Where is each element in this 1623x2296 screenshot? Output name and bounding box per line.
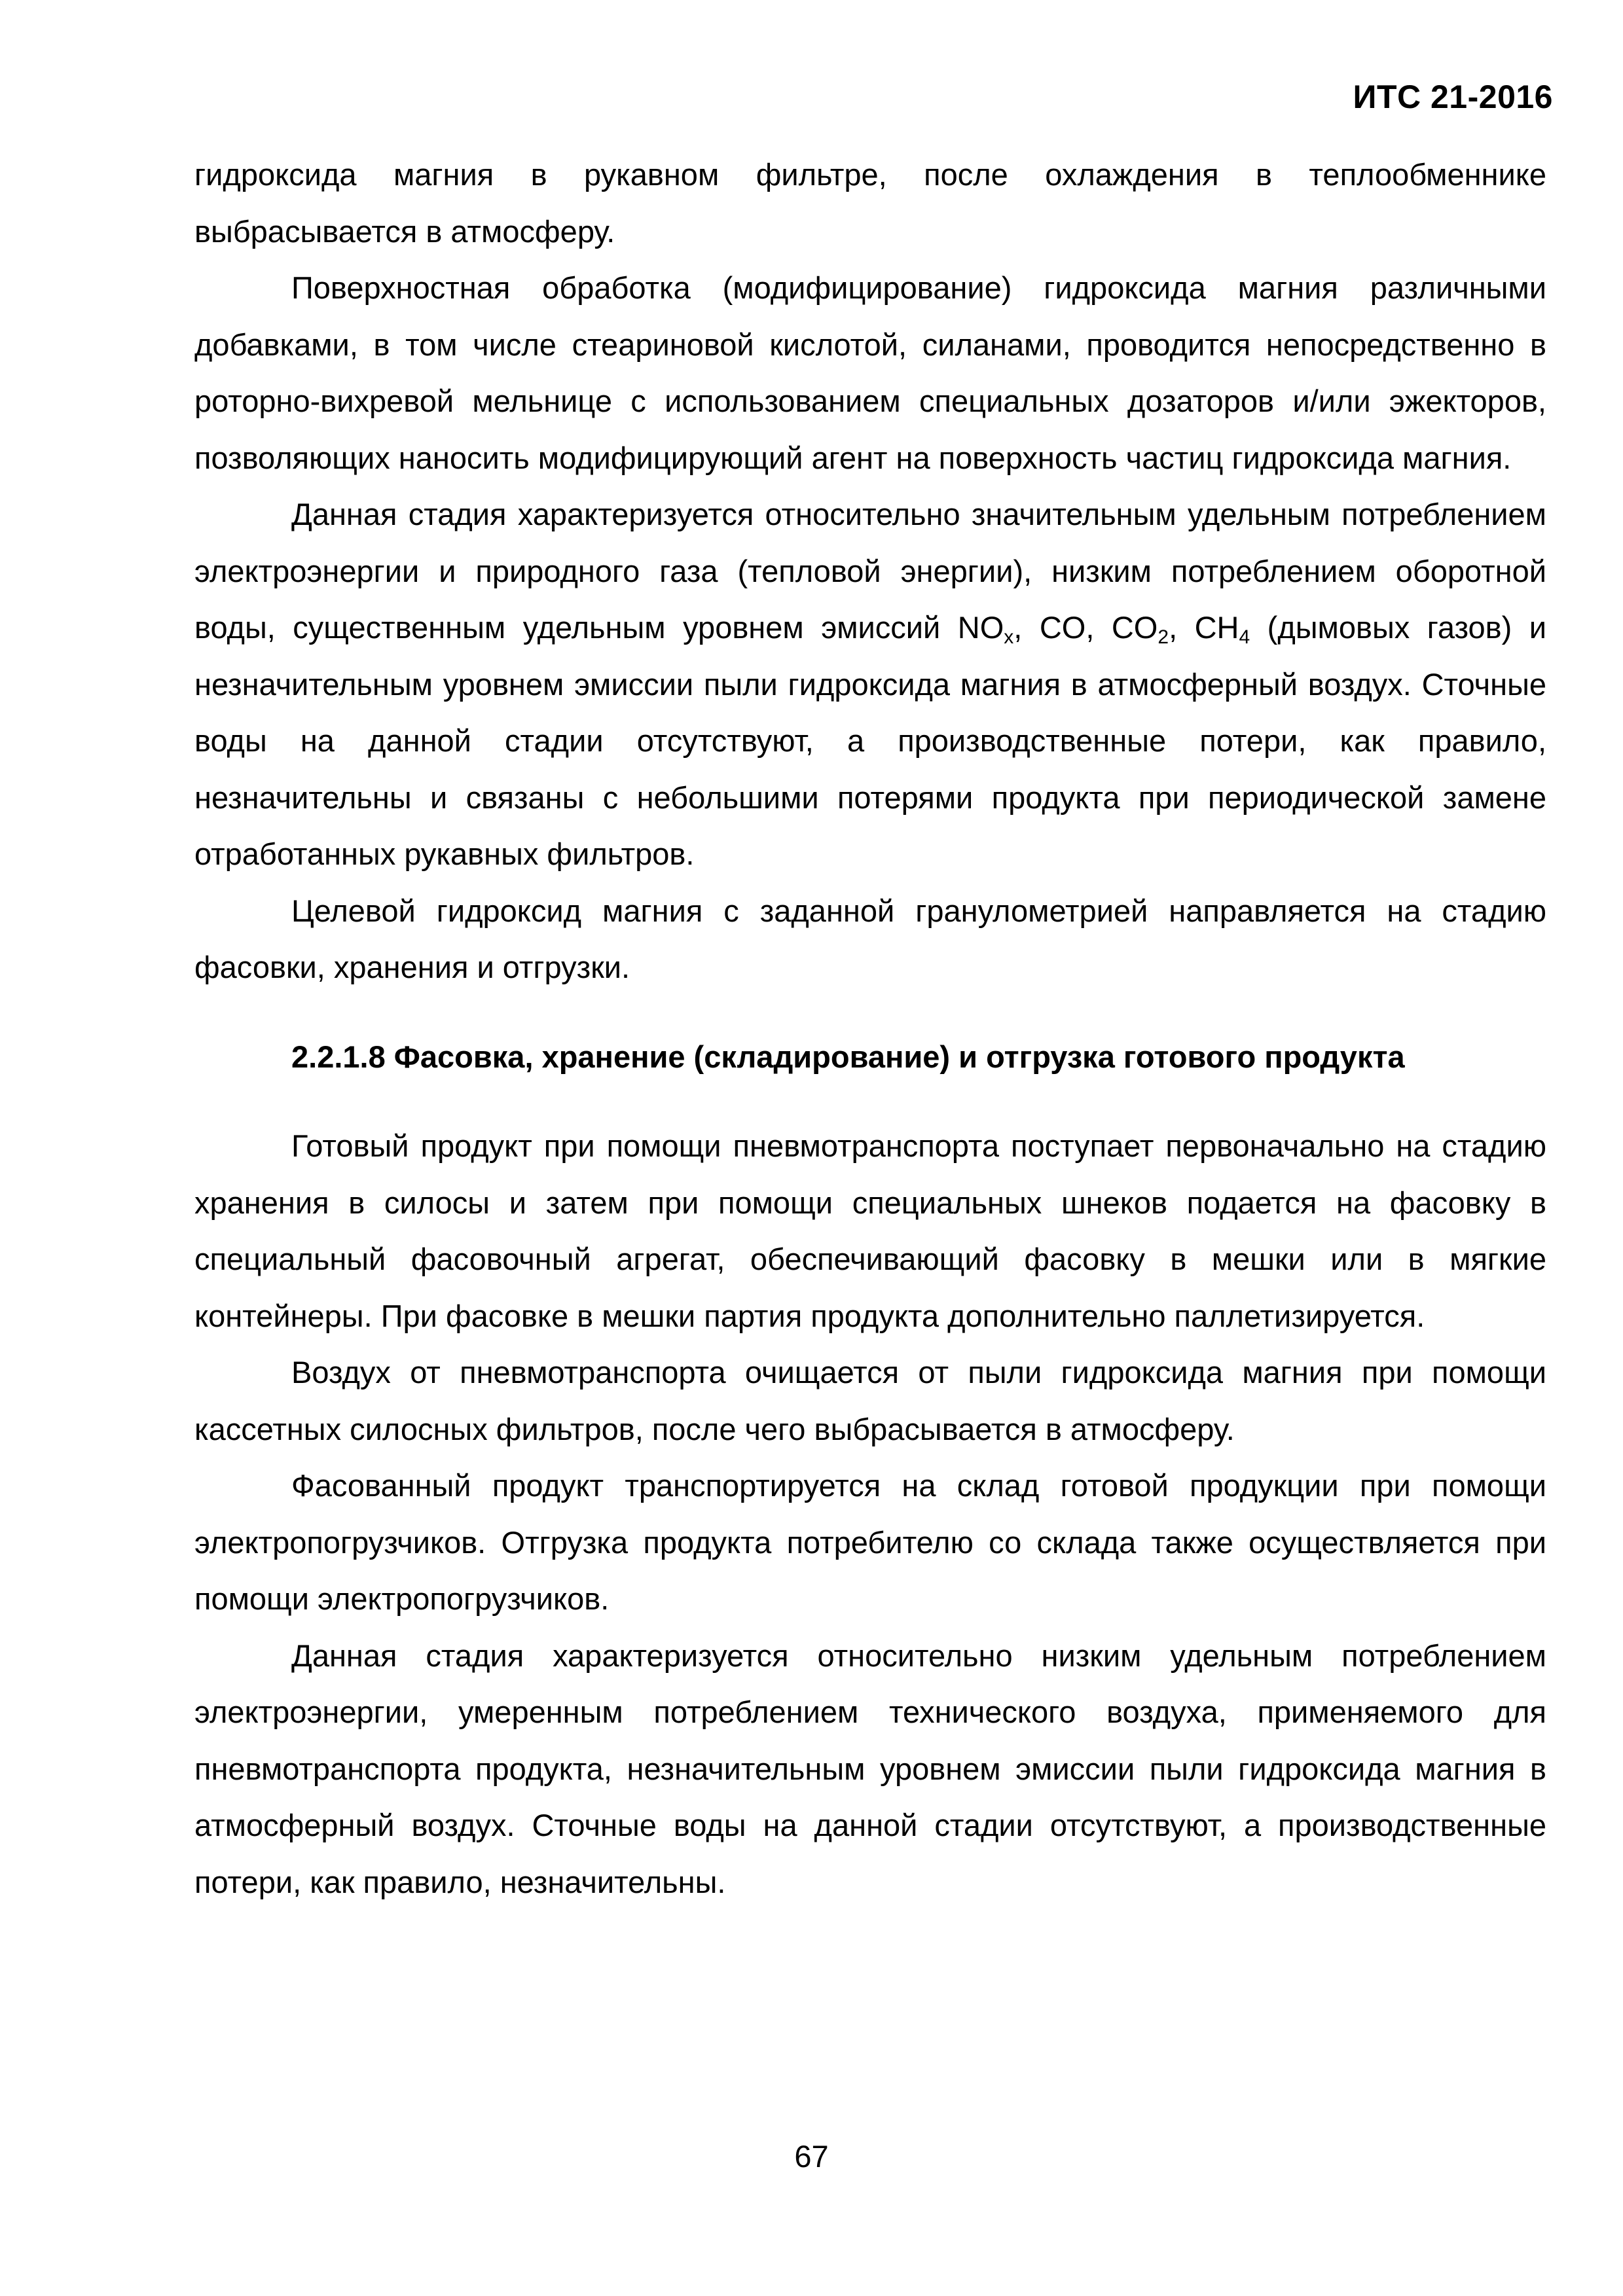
section-heading: 2.2.1.8 Фасовка, хранение (складирование) и отгрузка готового продукта (291, 1039, 1405, 1074)
paragraph-stage-summary: Данная стадия характеризуется относительно низким удельным потреблением электроэнергии, умеренным потреблением технического воздуха, применяемого для пневмотранспорта продукта, незначительным уровнем эмиссии пыли гидроксида магния в атмосферный воздух. Сточные воды на данной стадии отсутствуют, а производственные потери, как правило, незначительны. (194, 1638, 1546, 1899)
paragraph-air-cleaning: Воздух от пневмотранспорта очищается от пыли гидроксида магния при помощи кассетных силосных фильтров, после чего выбрасывается в атмосферу. (194, 1355, 1546, 1446)
paragraph-target-product: Целевой гидроксид магния с заданной гранулометрией направляется на стадию фасовки, хранения и отгрузки. (194, 893, 1546, 984)
text-segment: Данная стадия характеризуется относительно значительным удельным потреблением электроэнергии и природного газа (тепловой энергии), низким потреблением оборотной воды, существенным удельным уровнем эмиссий NO (194, 497, 1546, 645)
page-body (194, 147, 1546, 1910)
paragraph-stage-characteristics (194, 486, 1546, 883)
paragraph-surface-treatment: Поверхностная обработка (модифицирование) гидроксида магния различными добавками, в том числе стеариновой кислотой, силанами, проводится непосредственно в роторно-вихревой мельнице с использованием специальных дозаторов и/или эжекторов, позволяющих наносить модифицирующий агент на поверхность частиц гидроксида магния. (194, 270, 1546, 475)
paragraph-continuation: гидроксида магния в рукавном фильтре, после охлаждения в теплообменнике выбрасывается в атмосферу. (194, 157, 1546, 249)
text-segment: (дымовых газов) и незначительным уровнем эмиссии пыли гидроксида магния в атмосферный воздух. Сточные воды на данной стадии отсутствуют, а производственные потери, как правило, незначительны и связаны с небольшими потерями продукта при периодической замене отработанных рукавных фильтров. (194, 610, 1546, 871)
subscript: 4 (1239, 626, 1250, 648)
subscript: x (1004, 626, 1014, 648)
text-segment: , CH (1169, 610, 1239, 645)
subscript: 2 (1158, 626, 1169, 648)
document-code: ИТС 21-2016 (1353, 79, 1553, 115)
paragraph-finished-product: Готовый продукт при помощи пневмотранспорта поступает первоначально на стадию хранения в силосы и затем при помощи специальных шнеков подается на фасовку в специальный фасовочный агрегат, обеспечивающий фасовку в мешки или в мягкие контейнеры. При фасовке в мешки партия продукта дополнительно паллетизируется. (194, 1128, 1546, 1333)
text-segment: , CO, CO (1013, 610, 1158, 645)
page-number: 67 (794, 2139, 829, 2174)
paragraph-transport: Фасованный продукт транспортируется на склад готовой продукции при помощи электропогрузчиков. Отгрузка продукта потребителю со склада также осуществляется при помощи электропогрузчиков. (194, 1468, 1546, 1616)
